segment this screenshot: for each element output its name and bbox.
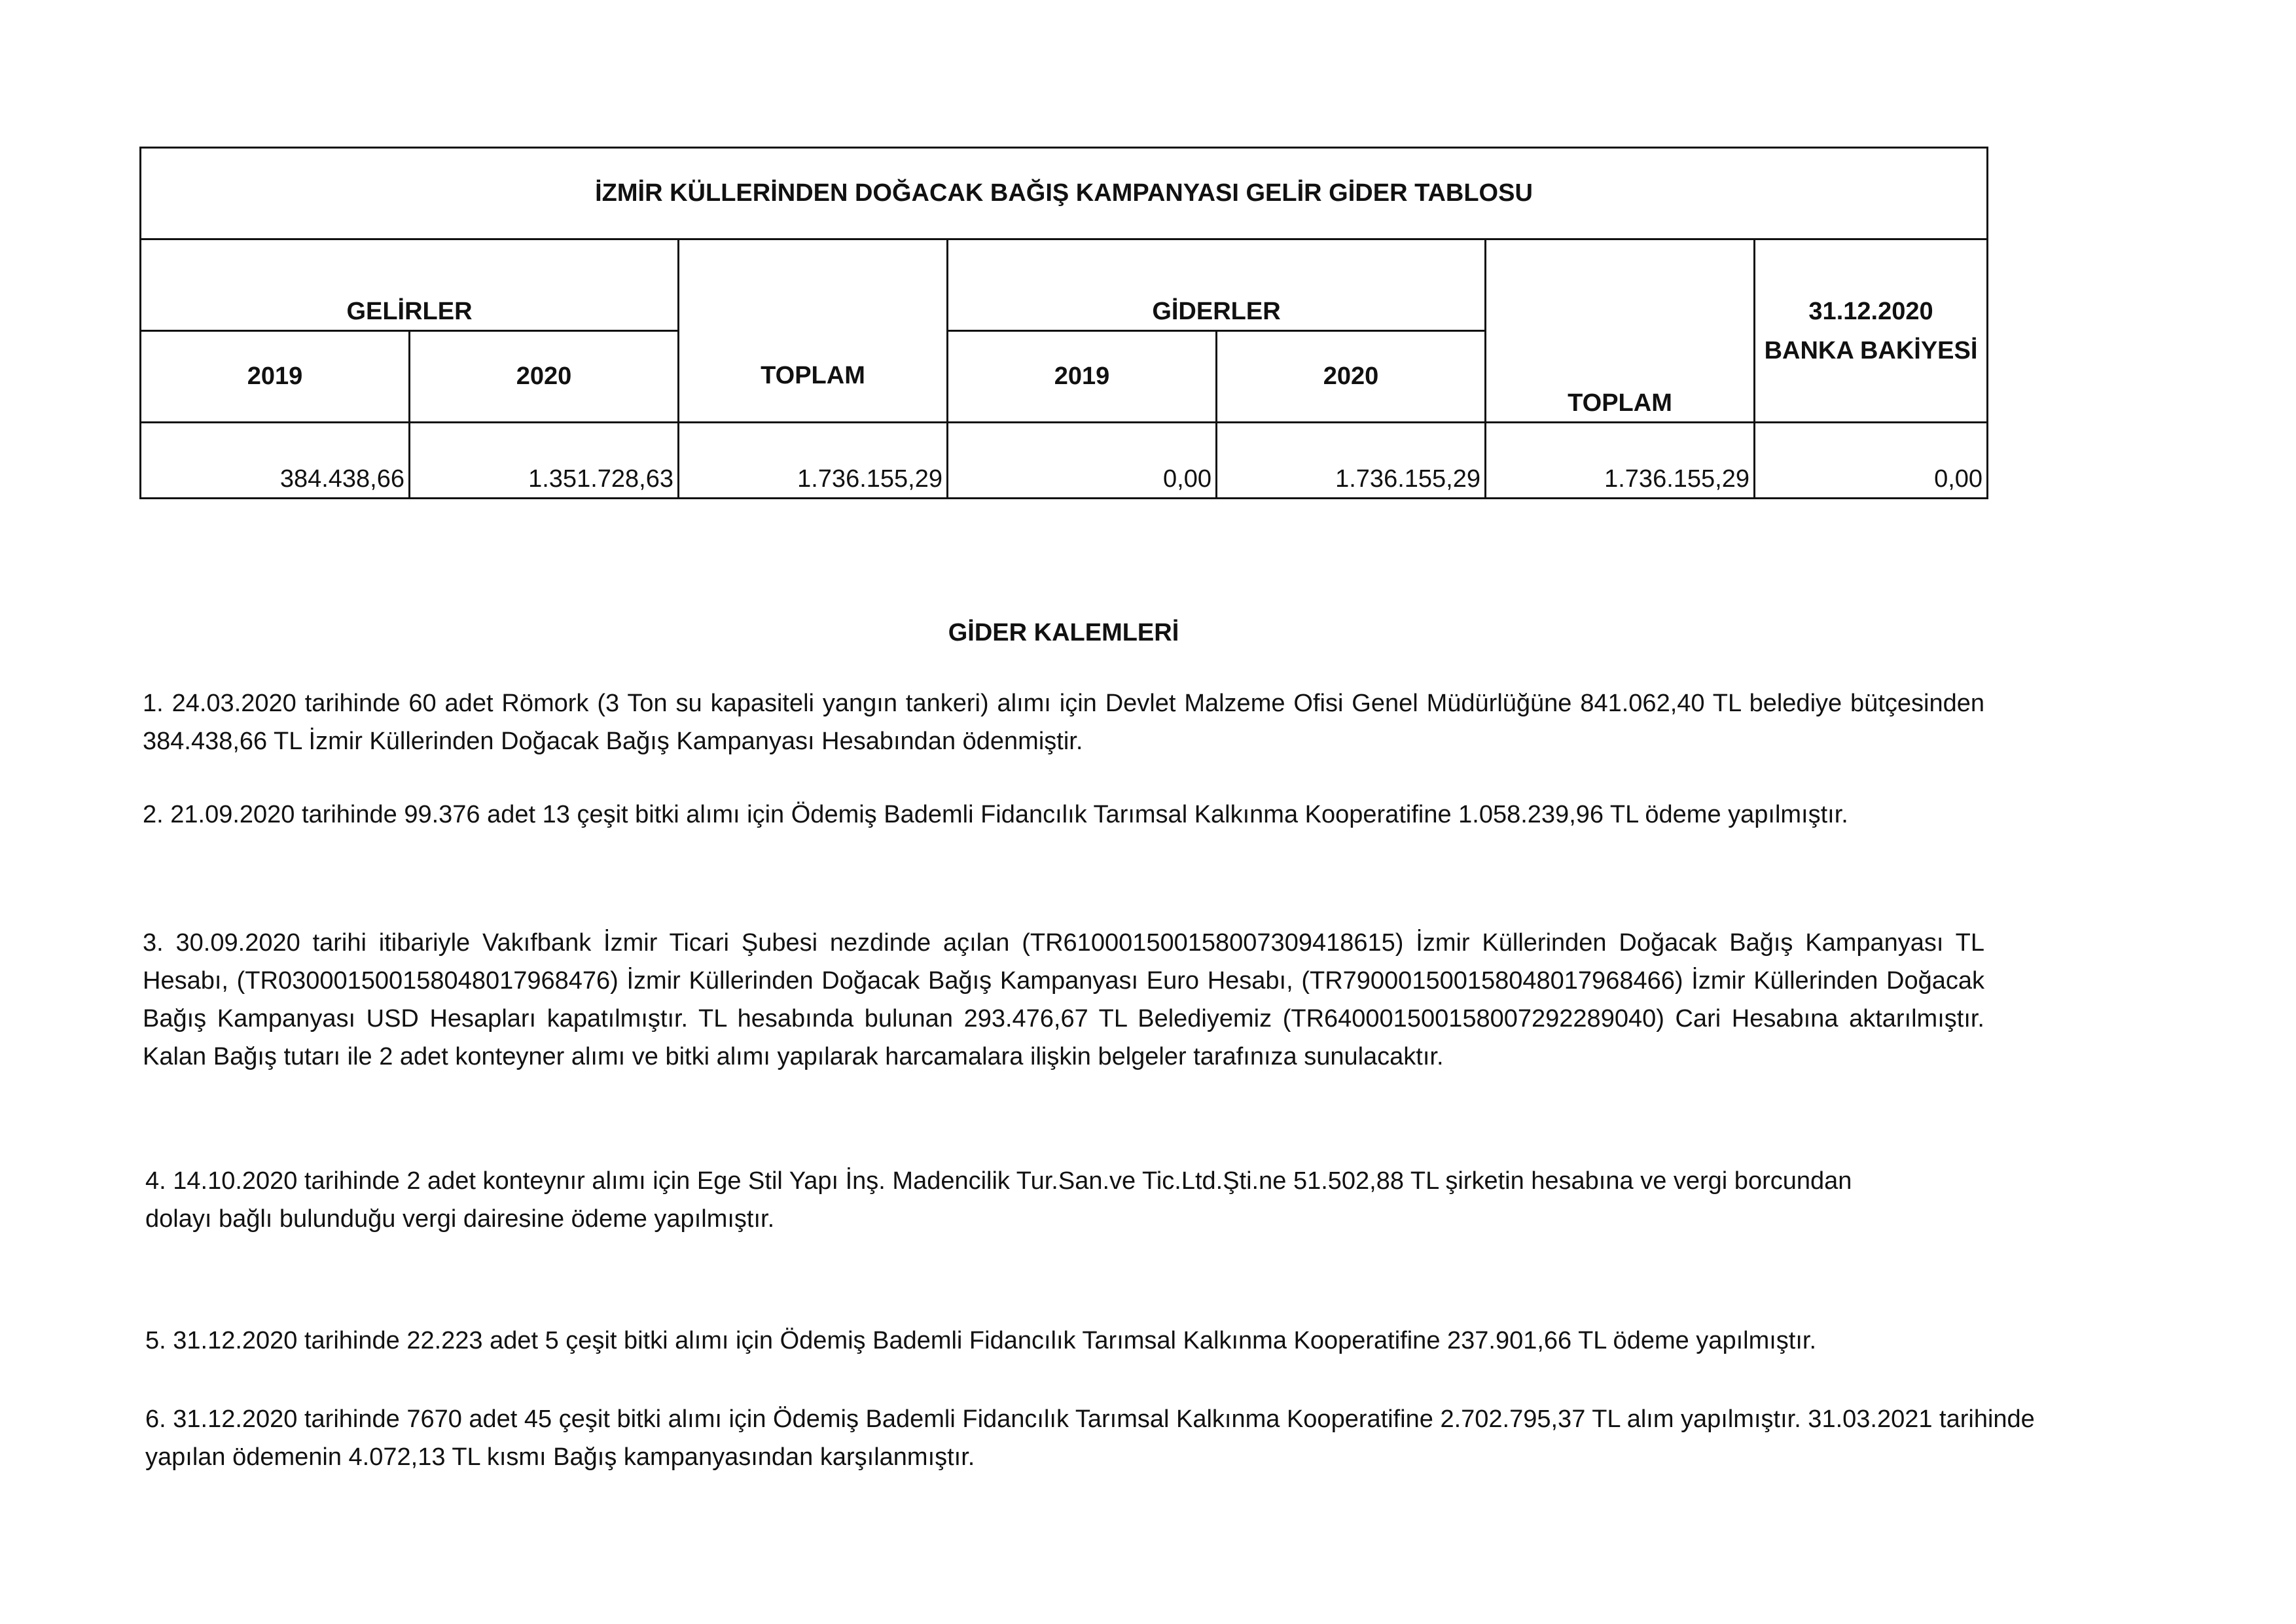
value-gider-2019: 0,00 (948, 423, 1217, 499)
list-item: 2. 21.09.2020 tarihinde 99.376 adet 13 çeşit bitki alımı için Ödemiş Bademli Fidancılık Tarımsal Kalkınma Kooperatifine 1.058.239,96 TL ödeme yapılmıştır. (143, 801, 1848, 828)
col-gider-toplam: TOPLAM (1486, 331, 1755, 423)
list-item: 1. 24.03.2020 tarihinde 60 adet Römork (3 Ton su kapasiteli yangın tankeri) alımı için Devlet Malzeme Ofisi Genel Müdürlüğüne 841.062,40 TL belediye bütçesinden 384.438,66 TL İzmir Küllerinden Doğacak Bağış Kampanyası Hesabından ödenmiştir. (143, 690, 1984, 755)
value-gider-toplam: 1.736.155,29 (1486, 423, 1755, 499)
giderler-header: GİDERLER (948, 239, 1486, 331)
col-gelir-2020: 2020 (410, 331, 679, 423)
bank-balance-header (1755, 239, 1988, 423)
section-title: GİDER KALEMLERİ (948, 619, 1179, 646)
col-gelir-toplam: TOPLAM (679, 331, 948, 423)
bank-balance-label: BANKA BAKİYESİ (1764, 336, 1978, 364)
col-gider-2020: 2020 (1217, 331, 1486, 423)
empty-header-cell (679, 239, 948, 331)
value-gelir-toplam: 1.736.155,29 (679, 423, 948, 499)
bank-balance-date: 31.12.2020 (1808, 297, 1933, 325)
list-item: 5. 31.12.2020 tarihinde 22.223 adet 5 çeşit bitki alımı için Ödemiş Bademli Fidancılık Tarımsal Kalkınma Kooperatifine 237.901,66 TL ödeme yapılmıştır. (145, 1327, 1817, 1354)
list-item: 4. 14.10.2020 tarihinde 2 adet konteynır alımı için Ege Stil Yapı İnş. Madencilik Tur.San.ve Tic.Ltd.Şti.ne 51.502,88 TL şirketin hesabına ve vergi borcundan dolayı bağlı bulunduğu vergi dairesine ödeme yapılmıştır. (145, 1167, 1852, 1233)
col-gider-2019: 2019 (948, 331, 1217, 423)
list-item: 3. 30.09.2020 tarihi itibariyle Vakıfbank İzmir Ticari Şubesi nezdinde açılan (TR610001500158007309418615) İzmir Küllerinden Doğacak Bağış Kampanyası TL Hesabı, (TR030001500158048017968476) İzmir Küllerinden Doğacak Bağış Kampanyası Euro Hesabı, (TR790001500158048017968466) İzmir Küllerinden Doğacak Bağış Kampanyası USD Hesapları kapatılmıştır. TL hesabında bulunan 293.476,67 TL Belediyemiz (TR640001500158007292289040) Cari Hesabına aktarılmıştır. Kalan Bağış tutarı ile 2 adet konteyner alımı ve bitki alımı yapılarak harcamalara ilişkin belgeler tarafınıza sunulacaktır. (143, 929, 1984, 1070)
col-gelir-2019: 2019 (141, 331, 410, 423)
value-gider-2020: 1.736.155,29 (1217, 423, 1486, 499)
list-item: 6. 31.12.2020 tarihinde 7670 adet 45 çeşit bitki alımı için Ödemiş Bademli Fidancılık Tarımsal Kalkınma Kooperatifine 2.702.795,37 TL alım yapılmıştır. 31.03.2021 tarihinde yapılan ödemenin 4.072,13 TL kısmı Bağış kampanyasından karşılanmıştır. (145, 1405, 2035, 1471)
value-bank-balance: 0,00 (1755, 423, 1988, 499)
table-title: İZMİR KÜLLERİNDEN DOĞACAK BAĞIŞ KAMPANYASI GELİR GİDER TABLOSU (141, 148, 1988, 239)
value-gelir-2019: 384.438,66 (141, 423, 410, 499)
value-gelir-2020: 1.351.728,63 (410, 423, 679, 499)
income-expense-table (139, 147, 1988, 499)
table-row (141, 423, 1988, 499)
gelirler-header: GELİRLER (141, 239, 679, 331)
empty-header-cell (1486, 239, 1755, 331)
